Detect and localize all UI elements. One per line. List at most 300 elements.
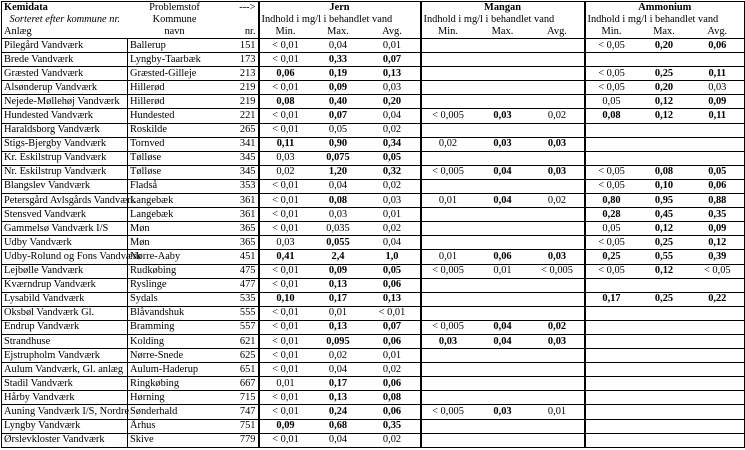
cell-nr: 365: [222, 236, 259, 250]
cell-anlaeg: Ørslevkloster Vandværk: [2, 433, 128, 447]
nr-label: nr.: [222, 26, 259, 39]
cell-anlaeg: Gammelsø Vandværk I/S: [2, 222, 128, 236]
table-row: [2, 208, 745, 222]
cell-aavg: [691, 377, 745, 391]
cell-jmin: < 0,01: [259, 208, 312, 222]
cell-kommune: Skive: [128, 433, 222, 447]
cell-mmax: [475, 123, 531, 137]
cell-nr: 173: [222, 53, 259, 67]
cell-mmax: [475, 95, 531, 109]
cell-kommune: Nørre-Aaby: [128, 250, 222, 264]
cell-mavg: [531, 151, 585, 165]
cell-mavg: [531, 39, 585, 53]
cell-amin: [585, 391, 638, 405]
cell-javg: 0,35: [365, 419, 421, 433]
cell-aavg: [691, 278, 745, 292]
cell-javg: 0,02: [365, 433, 421, 447]
cell-anlaeg: Stensved Vandværk: [2, 208, 128, 222]
cell-jmin: 0,03: [259, 236, 312, 250]
cell-mavg: < 0,005: [531, 264, 585, 278]
cell-jmin: < 0,01: [259, 433, 312, 447]
cell-amax: 0,12: [638, 109, 691, 123]
cell-anlaeg: Petersgård Avlsgårds Vandværk: [2, 194, 128, 208]
cell-aavg: < 0,05: [691, 264, 745, 278]
cell-amax: 0,25: [638, 67, 691, 81]
cell-jmax: 0,075: [312, 151, 365, 165]
table-row: [2, 264, 745, 278]
cell-mmin: [421, 306, 475, 320]
problemstof-label: Problemstof: [128, 2, 222, 15]
cell-anlaeg: Hårby Vandværk: [2, 391, 128, 405]
cell-jmin: < 0,01: [259, 391, 312, 405]
cell-amax: [638, 53, 691, 67]
cell-mmin: [421, 419, 475, 433]
cell-jmin: < 0,01: [259, 194, 312, 208]
cell-jmax: 0,035: [312, 222, 365, 236]
cell-anlaeg: Ejstrupholm Vandværk: [2, 349, 128, 363]
cell-mmin: [421, 391, 475, 405]
table-row: [2, 137, 745, 151]
cell-anlaeg: Lejbølle Vandværk: [2, 264, 128, 278]
table-row: [2, 109, 745, 123]
cell-jmax: 0,055: [312, 236, 365, 250]
cell-javg: 0,04: [365, 109, 421, 123]
cell-anlaeg: Græsted Vandværk: [2, 67, 128, 81]
cell-amin: [585, 363, 638, 377]
cell-jmin: 0,08: [259, 95, 312, 109]
cell-amin: [585, 405, 638, 419]
cell-jmax: 0,40: [312, 95, 365, 109]
cell-aavg: [691, 53, 745, 67]
cell-mmin: [421, 363, 475, 377]
cell-mmax: [475, 292, 531, 306]
cell-amin: [585, 151, 638, 165]
cell-mmin: [421, 67, 475, 81]
cell-mmax: [475, 179, 531, 193]
cell-mmax: [475, 306, 531, 320]
cell-nr: 555: [222, 306, 259, 320]
cell-aavg: 0,88: [691, 194, 745, 208]
navn-label: navn: [128, 26, 222, 39]
cell-javg: 0,34: [365, 137, 421, 151]
cell-jmin: < 0,01: [259, 363, 312, 377]
cell-anlaeg: Blangslev Vandværk: [2, 179, 128, 193]
cell-nr: 477: [222, 278, 259, 292]
cell-mmin: [421, 39, 475, 53]
cell-amax: [638, 334, 691, 348]
cell-mmax: [475, 278, 531, 292]
cell-kommune: Langebæk: [128, 208, 222, 222]
cell-jmin: < 0,01: [259, 39, 312, 53]
ammonium-max-label: Max.: [638, 26, 691, 39]
cell-mmin: [421, 81, 475, 95]
cell-mmax: 0,04: [475, 320, 531, 334]
cell-aavg: [691, 320, 745, 334]
cell-amax: [638, 137, 691, 151]
cell-mavg: [531, 377, 585, 391]
cell-nr: 213: [222, 67, 259, 81]
cell-kommune: Langebæk: [128, 194, 222, 208]
ammonium-indhold-label: Indhold i mg/l i behandlet vand: [585, 14, 745, 26]
cell-javg: 0,01: [365, 349, 421, 363]
cell-anlaeg: Nr. Eskilstrup Vandværk: [2, 165, 128, 179]
cell-jmin: < 0,01: [259, 349, 312, 363]
cell-anlaeg: Lysabild Vandværk: [2, 292, 128, 306]
cell-nr: 475: [222, 264, 259, 278]
mangan-avg-label: Avg.: [531, 26, 585, 39]
mangan-max-label: Max.: [475, 26, 531, 39]
cell-mmin: [421, 433, 475, 447]
cell-kommune: Hundested: [128, 109, 222, 123]
cell-jmax: 0,19: [312, 67, 365, 81]
cell-mmax: [475, 39, 531, 53]
header-row-2: [2, 14, 745, 26]
cell-javg: 0,06: [365, 405, 421, 419]
cell-jmin: < 0,01: [259, 53, 312, 67]
cell-jmin: < 0,01: [259, 264, 312, 278]
cell-mavg: [531, 363, 585, 377]
cell-anlaeg: Aulum Vandværk, Gl. anlæg: [2, 363, 128, 377]
cell-nr: 341: [222, 137, 259, 151]
ammonium-avg-label: Avg.: [691, 26, 745, 39]
cell-jmax: 0,09: [312, 264, 365, 278]
cell-nr: 621: [222, 334, 259, 348]
cell-javg: 1,0: [365, 250, 421, 264]
cell-javg: 0,01: [365, 39, 421, 53]
cell-mmax: 0,04: [475, 165, 531, 179]
cell-kommune: Møn: [128, 236, 222, 250]
cell-amin: 0,25: [585, 250, 638, 264]
cell-anlaeg: Kværndrup Vandværk: [2, 278, 128, 292]
cell-jmax: 0,01: [312, 306, 365, 320]
cell-mavg: 0,02: [531, 194, 585, 208]
cell-mmin: [421, 95, 475, 109]
cell-jmin: < 0,01: [259, 306, 312, 320]
jern-min-label: Min.: [259, 26, 312, 39]
cell-kommune: Ryslinge: [128, 278, 222, 292]
cell-kommune: Hillerød: [128, 81, 222, 95]
cell-jmin: 0,06: [259, 67, 312, 81]
cell-mavg: [531, 278, 585, 292]
sorteret-label: Sorteret efter kommune nr.: [2, 14, 128, 26]
cell-amin: < 0,05: [585, 81, 638, 95]
cell-javg: 0,07: [365, 53, 421, 67]
cell-amax: [638, 278, 691, 292]
cell-amin: < 0,05: [585, 179, 638, 193]
jern-max-label: Max.: [312, 26, 365, 39]
cell-kommune: Roskilde: [128, 123, 222, 137]
cell-jmax: 0,17: [312, 292, 365, 306]
cell-jmax: 0,68: [312, 419, 365, 433]
cell-amax: [638, 349, 691, 363]
cell-jmin: 0,03: [259, 151, 312, 165]
cell-aavg: [691, 151, 745, 165]
table-body: [2, 39, 745, 448]
cell-javg: 0,07: [365, 320, 421, 334]
cell-kommune: Sønderhald: [128, 405, 222, 419]
cell-amin: 0,08: [585, 109, 638, 123]
cell-javg: 0,05: [365, 151, 421, 165]
cell-mavg: [531, 123, 585, 137]
cell-mavg: [531, 179, 585, 193]
cell-mmin: [421, 123, 475, 137]
cell-amin: [585, 334, 638, 348]
cell-nr: 451: [222, 250, 259, 264]
cell-amax: 0,55: [638, 250, 691, 264]
cell-mmax: [475, 81, 531, 95]
cell-jmax: 1,20: [312, 165, 365, 179]
cell-mmin: [421, 208, 475, 222]
cell-amin: 0,05: [585, 95, 638, 109]
cell-kommune: Fladså: [128, 179, 222, 193]
cell-javg: 0,03: [365, 194, 421, 208]
cell-amin: < 0,05: [585, 236, 638, 250]
cell-mmin: 0,02: [421, 137, 475, 151]
cell-mavg: [531, 306, 585, 320]
cell-mmin: [421, 53, 475, 67]
cell-jmax: 0,07: [312, 109, 365, 123]
cell-anlaeg: Udby-Rolund og Fons Vandværk: [2, 250, 128, 264]
cell-mmin: [421, 377, 475, 391]
table-row: [2, 320, 745, 334]
cell-nr: 345: [222, 151, 259, 165]
cell-javg: 0,05: [365, 264, 421, 278]
cell-mmax: 0,03: [475, 405, 531, 419]
cell-javg: 0,06: [365, 377, 421, 391]
cell-mavg: [531, 81, 585, 95]
cell-aavg: 0,11: [691, 109, 745, 123]
cell-aavg: [691, 137, 745, 151]
cell-amax: 0,10: [638, 179, 691, 193]
cell-mavg: [531, 67, 585, 81]
cell-amax: 0,20: [638, 81, 691, 95]
cell-mmax: [475, 419, 531, 433]
cell-mmin: 0,03: [421, 334, 475, 348]
cell-aavg: 0,09: [691, 95, 745, 109]
cell-anlaeg: Oksbøl Vandværk Gl.: [2, 306, 128, 320]
cell-amin: [585, 419, 638, 433]
cell-nr: 151: [222, 39, 259, 53]
cell-mavg: [531, 53, 585, 67]
cell-amax: 0,12: [638, 222, 691, 236]
cell-mmin: [421, 151, 475, 165]
cell-amin: < 0,05: [585, 67, 638, 81]
cell-aavg: 0,06: [691, 179, 745, 193]
cell-amin: [585, 320, 638, 334]
cell-jmin: < 0,01: [259, 109, 312, 123]
cell-kommune: Ringkøbing: [128, 377, 222, 391]
cell-mavg: 0,02: [531, 320, 585, 334]
cell-aavg: 0,03: [691, 81, 745, 95]
table-row: [2, 334, 745, 348]
cell-amin: 0,80: [585, 194, 638, 208]
cell-amin: [585, 349, 638, 363]
header-row-1: [2, 2, 745, 15]
table-row: [2, 151, 745, 165]
cell-jmin: < 0,01: [259, 179, 312, 193]
cell-nr: 361: [222, 194, 259, 208]
anlaeg-label: Anlæg: [2, 26, 128, 39]
cell-anlaeg: Stadil Vandværk: [2, 377, 128, 391]
cell-aavg: [691, 419, 745, 433]
cell-jmin: 0,11: [259, 137, 312, 151]
cell-aavg: 0,09: [691, 222, 745, 236]
cell-javg: 0,03: [365, 81, 421, 95]
cell-anlaeg: Stigs-Bjergby Vandværk: [2, 137, 128, 151]
cell-amax: 0,25: [638, 236, 691, 250]
cell-jmax: 0,02: [312, 349, 365, 363]
cell-amin: [585, 377, 638, 391]
cell-amax: [638, 151, 691, 165]
cell-kommune: Tølløse: [128, 165, 222, 179]
cell-amax: 0,20: [638, 39, 691, 53]
cell-jmax: 0,04: [312, 433, 365, 447]
mangan-min-label: Min.: [421, 26, 475, 39]
cell-jmax: 2,4: [312, 250, 365, 264]
cell-mavg: [531, 391, 585, 405]
cell-kommune: Tølløse: [128, 151, 222, 165]
cell-nr: 219: [222, 95, 259, 109]
cell-mmax: [475, 363, 531, 377]
table-row: [2, 250, 745, 264]
cell-jmax: 0,90: [312, 137, 365, 151]
cell-mmax: 0,06: [475, 250, 531, 264]
cell-jmax: 0,13: [312, 320, 365, 334]
cell-jmax: 0,17: [312, 377, 365, 391]
cell-javg: 0,06: [365, 278, 421, 292]
cell-mavg: [531, 419, 585, 433]
cell-amin: < 0,05: [585, 165, 638, 179]
cell-kommune: Lyngby-Taarbæk: [128, 53, 222, 67]
cell-jmin: < 0,01: [259, 334, 312, 348]
cell-aavg: 0,22: [691, 292, 745, 306]
table-row: [2, 39, 745, 53]
cell-anlaeg: Udby Vandværk: [2, 236, 128, 250]
cell-javg: 0,32: [365, 165, 421, 179]
cell-amax: 0,12: [638, 264, 691, 278]
ammonium-heading: Ammonium: [585, 2, 745, 15]
cell-mmin: < 0,005: [421, 109, 475, 123]
cell-javg: 0,02: [365, 179, 421, 193]
cell-amin: < 0,05: [585, 39, 638, 53]
cell-amax: [638, 419, 691, 433]
cell-kommune: Rudkøbing: [128, 264, 222, 278]
cell-aavg: [691, 306, 745, 320]
cell-anlaeg: Pilegård Vandværk: [2, 39, 128, 53]
table-row: [2, 95, 745, 109]
cell-anlaeg: Kr. Eskilstrup Vandværk: [2, 151, 128, 165]
mangan-indhold-label: Indhold i mg/l i behandlet vand: [421, 14, 585, 26]
cell-anlaeg: Endrup Vandværk: [2, 320, 128, 334]
cell-mmin: [421, 179, 475, 193]
cell-mmax: [475, 433, 531, 447]
cell-mmax: 0,04: [475, 334, 531, 348]
table-row: [2, 306, 745, 320]
cell-kommune: Århus: [128, 419, 222, 433]
table-row: [2, 81, 745, 95]
cell-anlaeg: Strandhuse: [2, 334, 128, 348]
cell-jmin: < 0,01: [259, 222, 312, 236]
cell-nr: 751: [222, 419, 259, 433]
cell-amax: [638, 306, 691, 320]
cell-aavg: [691, 363, 745, 377]
cell-amin: < 0,05: [585, 264, 638, 278]
cell-mmin: < 0,005: [421, 405, 475, 419]
kemidata-table: [1, 1, 745, 448]
cell-amax: 0,08: [638, 165, 691, 179]
cell-kommune: Kolding: [128, 334, 222, 348]
table-row: [2, 349, 745, 363]
table-row: [2, 123, 745, 137]
cell-mavg: [531, 208, 585, 222]
cell-javg: 0,02: [365, 363, 421, 377]
cell-amin: [585, 53, 638, 67]
cell-amax: 0,45: [638, 208, 691, 222]
cell-mmin: [421, 349, 475, 363]
cell-anlaeg: Haraldsborg Vandværk: [2, 123, 128, 137]
cell-kommune: Sydals: [128, 292, 222, 306]
cell-javg: 0,13: [365, 67, 421, 81]
ammonium-min-label: Min.: [585, 26, 638, 39]
cell-mmax: [475, 53, 531, 67]
cell-mavg: [531, 433, 585, 447]
cell-amin: 0,17: [585, 292, 638, 306]
cell-aavg: 0,39: [691, 250, 745, 264]
table-row: [2, 53, 745, 67]
cell-mmin: [421, 222, 475, 236]
kemidata-title: Kemidata: [2, 2, 128, 15]
cell-nr: 747: [222, 405, 259, 419]
cell-nr: 361: [222, 208, 259, 222]
cell-amin: 0,05: [585, 222, 638, 236]
cell-jmin: 0,41: [259, 250, 312, 264]
cell-jmax: 0,08: [312, 194, 365, 208]
cell-amax: [638, 391, 691, 405]
table-row: [2, 377, 745, 391]
cell-amin: [585, 433, 638, 447]
cell-javg: 0,20: [365, 95, 421, 109]
cell-mmax: [475, 349, 531, 363]
cell-anlaeg: Auning Vandværk I/S, Nordre: [2, 405, 128, 419]
cell-jmax: 0,04: [312, 39, 365, 53]
cell-nr: 625: [222, 349, 259, 363]
cell-amin: 0,28: [585, 208, 638, 222]
cell-nr: 365: [222, 222, 259, 236]
mangan-heading: Mangan: [421, 2, 585, 15]
cell-jmin: < 0,01: [259, 405, 312, 419]
cell-jmin: 0,09: [259, 419, 312, 433]
cell-mavg: [531, 292, 585, 306]
cell-amin: [585, 137, 638, 151]
cell-jmax: 0,33: [312, 53, 365, 67]
cell-jmin: 0,10: [259, 292, 312, 306]
cell-jmax: 0,09: [312, 81, 365, 95]
cell-mmax: [475, 377, 531, 391]
cell-mmin: [421, 278, 475, 292]
cell-nr: 265: [222, 123, 259, 137]
cell-aavg: [691, 349, 745, 363]
cell-aavg: [691, 334, 745, 348]
cell-amax: 0,12: [638, 95, 691, 109]
cell-jmax: 0,095: [312, 334, 365, 348]
cell-kommune: Nørre-Snede: [128, 349, 222, 363]
table-row: [2, 391, 745, 405]
cell-javg: 0,04: [365, 236, 421, 250]
cell-mmax: [475, 151, 531, 165]
cell-jmin: < 0,01: [259, 278, 312, 292]
cell-mmax: [475, 208, 531, 222]
header-row-3: [2, 26, 745, 39]
